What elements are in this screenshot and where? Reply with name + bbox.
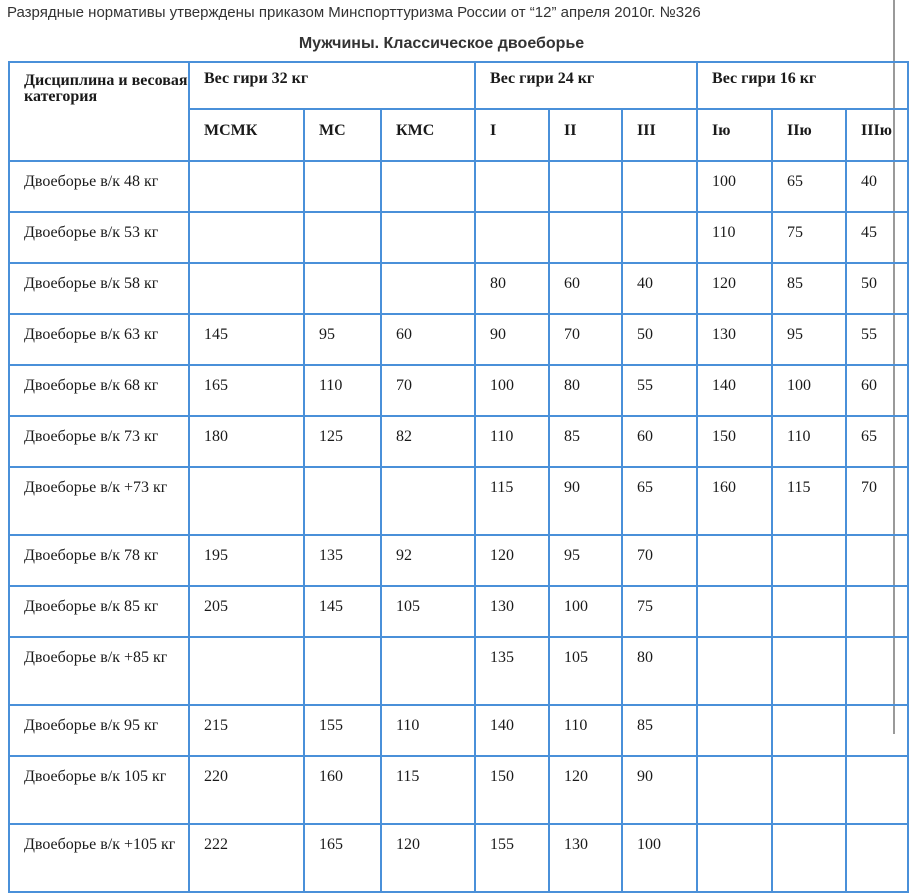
norm-value-cell: 60: [846, 365, 908, 416]
weight-category-cell: Двоеборье в/к 58 кг: [9, 263, 189, 314]
table-row: [9, 212, 908, 263]
norm-value-cell: 145: [304, 586, 381, 637]
norm-value-cell: 100: [772, 365, 846, 416]
norm-value-cell: [189, 263, 304, 314]
weight-category-cell: Двоеборье в/к 85 кг: [9, 586, 189, 637]
norm-value-cell: 130: [475, 586, 549, 637]
norm-value-cell: [189, 467, 304, 535]
norm-value-cell: [304, 212, 381, 263]
norm-value-cell: [381, 467, 475, 535]
weight-category-cell: Двоеборье в/к 48 кг: [9, 161, 189, 212]
norm-value-cell: 115: [381, 756, 475, 824]
norm-value-cell: 90: [549, 467, 622, 535]
norm-value-cell: 135: [304, 535, 381, 586]
norm-value-cell: [772, 824, 846, 892]
norm-value-cell: [846, 586, 908, 637]
norm-value-cell: 115: [475, 467, 549, 535]
group-header-32kg: Вес гири 32 кг: [189, 62, 475, 109]
norm-value-cell: 140: [475, 705, 549, 756]
norm-value-cell: 40: [622, 263, 697, 314]
norm-value-cell: 90: [622, 756, 697, 824]
table-row: [9, 314, 908, 365]
rank-header: I: [475, 109, 549, 161]
norm-value-cell: 150: [697, 416, 772, 467]
norm-value-cell: [189, 637, 304, 705]
rank-header: III: [622, 109, 697, 161]
norm-value-cell: [697, 535, 772, 586]
table-title: Мужчины. Классическое двоеборье: [298, 35, 585, 52]
weight-category-cell: Двоеборье в/к +73 кг: [9, 467, 189, 535]
norm-value-cell: 160: [304, 756, 381, 824]
weight-category-cell: Двоеборье в/к 53 кг: [9, 212, 189, 263]
norm-value-cell: 155: [304, 705, 381, 756]
norm-value-cell: 222: [189, 824, 304, 892]
norm-value-cell: [189, 161, 304, 212]
norm-value-cell: 215: [189, 705, 304, 756]
norm-value-cell: [475, 212, 549, 263]
norm-value-cell: 130: [549, 824, 622, 892]
norm-value-cell: 100: [622, 824, 697, 892]
norm-value-cell: [772, 637, 846, 705]
norm-value-cell: 70: [846, 467, 908, 535]
table-row: [9, 824, 908, 892]
norm-value-cell: [772, 756, 846, 824]
norm-value-cell: [697, 756, 772, 824]
norm-value-cell: [846, 705, 908, 756]
norm-value-cell: [697, 586, 772, 637]
weight-category-cell: Двоеборье в/к +85 кг: [9, 637, 189, 705]
norm-value-cell: [381, 637, 475, 705]
norm-value-cell: 65: [772, 161, 846, 212]
norm-value-cell: 95: [549, 535, 622, 586]
norm-value-cell: 95: [304, 314, 381, 365]
norm-value-cell: 205: [189, 586, 304, 637]
norm-value-cell: [189, 212, 304, 263]
norm-value-cell: 85: [549, 416, 622, 467]
norm-value-cell: [304, 637, 381, 705]
norm-value-cell: 110: [475, 416, 549, 467]
norm-value-cell: 82: [381, 416, 475, 467]
norm-value-cell: 80: [549, 365, 622, 416]
norm-value-cell: [697, 824, 772, 892]
table-row: [9, 586, 908, 637]
group-header-24kg: Вес гири 24 кг: [475, 62, 697, 109]
norm-value-cell: 65: [846, 416, 908, 467]
rank-header: Iю: [697, 109, 772, 161]
table-row: [9, 705, 908, 756]
table-row: [9, 263, 908, 314]
norm-value-cell: 60: [549, 263, 622, 314]
norm-value-cell: 80: [475, 263, 549, 314]
norm-value-cell: 120: [475, 535, 549, 586]
norms-table-container: [8, 61, 901, 853]
norm-value-cell: 145: [189, 314, 304, 365]
norm-value-cell: 120: [549, 756, 622, 824]
norm-value-cell: 40: [846, 161, 908, 212]
norm-value-cell: [381, 212, 475, 263]
table-row: [9, 365, 908, 416]
norm-value-cell: 110: [772, 416, 846, 467]
norm-value-cell: 120: [381, 824, 475, 892]
norm-value-cell: 115: [772, 467, 846, 535]
rank-header: МСМК: [189, 109, 304, 161]
rank-header: II: [549, 109, 622, 161]
norm-value-cell: 125: [304, 416, 381, 467]
norm-value-cell: 95: [772, 314, 846, 365]
norm-value-cell: 110: [304, 365, 381, 416]
norm-value-cell: 90: [475, 314, 549, 365]
norm-value-cell: [304, 161, 381, 212]
norm-value-cell: 100: [697, 161, 772, 212]
norm-value-cell: 130: [697, 314, 772, 365]
discipline-header: Дисциплина и весовая категория: [9, 62, 189, 161]
weight-category-cell: Двоеборье в/к 63 кг: [9, 314, 189, 365]
norm-value-cell: [846, 824, 908, 892]
norm-value-cell: 85: [622, 705, 697, 756]
norm-value-cell: 65: [622, 467, 697, 535]
weight-category-cell: Двоеборье в/к 105 кг: [9, 756, 189, 824]
norm-value-cell: 80: [622, 637, 697, 705]
norms-table: [8, 61, 909, 893]
norm-value-cell: [549, 212, 622, 263]
norm-value-cell: 70: [622, 535, 697, 586]
norm-value-cell: [772, 535, 846, 586]
rank-header: IIIю: [846, 109, 908, 161]
norm-value-cell: 160: [697, 467, 772, 535]
table-row: [9, 756, 908, 824]
norm-value-cell: 50: [846, 263, 908, 314]
norm-value-cell: 75: [772, 212, 846, 263]
norm-value-cell: [772, 705, 846, 756]
rank-header: МС: [304, 109, 381, 161]
norm-value-cell: 105: [549, 637, 622, 705]
norm-value-cell: [846, 535, 908, 586]
norm-value-cell: 195: [189, 535, 304, 586]
norm-value-cell: 55: [622, 365, 697, 416]
norm-value-cell: 60: [381, 314, 475, 365]
norm-value-cell: 55: [846, 314, 908, 365]
norm-value-cell: [475, 161, 549, 212]
table-row: [9, 467, 908, 535]
norm-value-cell: 105: [381, 586, 475, 637]
norm-value-cell: [846, 637, 908, 705]
table-row: [9, 416, 908, 467]
norm-value-cell: 110: [381, 705, 475, 756]
norm-value-cell: [549, 161, 622, 212]
norm-value-cell: 110: [549, 705, 622, 756]
norm-value-cell: [622, 161, 697, 212]
weight-category-cell: Двоеборье в/к 73 кг: [9, 416, 189, 467]
norm-value-cell: 135: [475, 637, 549, 705]
norm-value-cell: [846, 756, 908, 824]
norm-value-cell: 220: [189, 756, 304, 824]
norm-value-cell: 120: [697, 263, 772, 314]
norm-value-cell: 100: [475, 365, 549, 416]
weight-category-cell: Двоеборье в/к 95 кг: [9, 705, 189, 756]
table-row: [9, 161, 908, 212]
norm-value-cell: 75: [622, 586, 697, 637]
norm-value-cell: [381, 161, 475, 212]
header-row-groups: [9, 62, 908, 109]
table-row: [9, 637, 908, 705]
group-header-16kg: Вес гири 16 кг: [697, 62, 908, 109]
rank-header: IIю: [772, 109, 846, 161]
norm-value-cell: [697, 705, 772, 756]
norm-value-cell: 50: [622, 314, 697, 365]
order-caption: Разрядные нормативы утверждены приказом Минспорттуризма России от “12” апреля 2010г. №326: [7, 4, 701, 21]
norm-value-cell: 110: [697, 212, 772, 263]
norm-value-cell: 70: [381, 365, 475, 416]
norm-value-cell: 60: [622, 416, 697, 467]
norm-value-cell: 140: [697, 365, 772, 416]
norm-value-cell: [772, 586, 846, 637]
norm-value-cell: 100: [549, 586, 622, 637]
weight-category-cell: Двоеборье в/к +105 кг: [9, 824, 189, 892]
norm-value-cell: 150: [475, 756, 549, 824]
table-body: [9, 161, 908, 892]
norm-value-cell: 180: [189, 416, 304, 467]
norm-value-cell: 155: [475, 824, 549, 892]
norm-value-cell: [381, 263, 475, 314]
weight-category-cell: Двоеборье в/к 68 кг: [9, 365, 189, 416]
norm-value-cell: 45: [846, 212, 908, 263]
norm-value-cell: 165: [189, 365, 304, 416]
norm-value-cell: [622, 212, 697, 263]
norm-value-cell: [304, 467, 381, 535]
norm-value-cell: 92: [381, 535, 475, 586]
norm-value-cell: [697, 637, 772, 705]
rank-header: КМС: [381, 109, 475, 161]
norm-value-cell: [304, 263, 381, 314]
table-row: [9, 535, 908, 586]
weight-category-cell: Двоеборье в/к 78 кг: [9, 535, 189, 586]
norm-value-cell: 85: [772, 263, 846, 314]
norm-value-cell: 165: [304, 824, 381, 892]
norm-value-cell: 70: [549, 314, 622, 365]
